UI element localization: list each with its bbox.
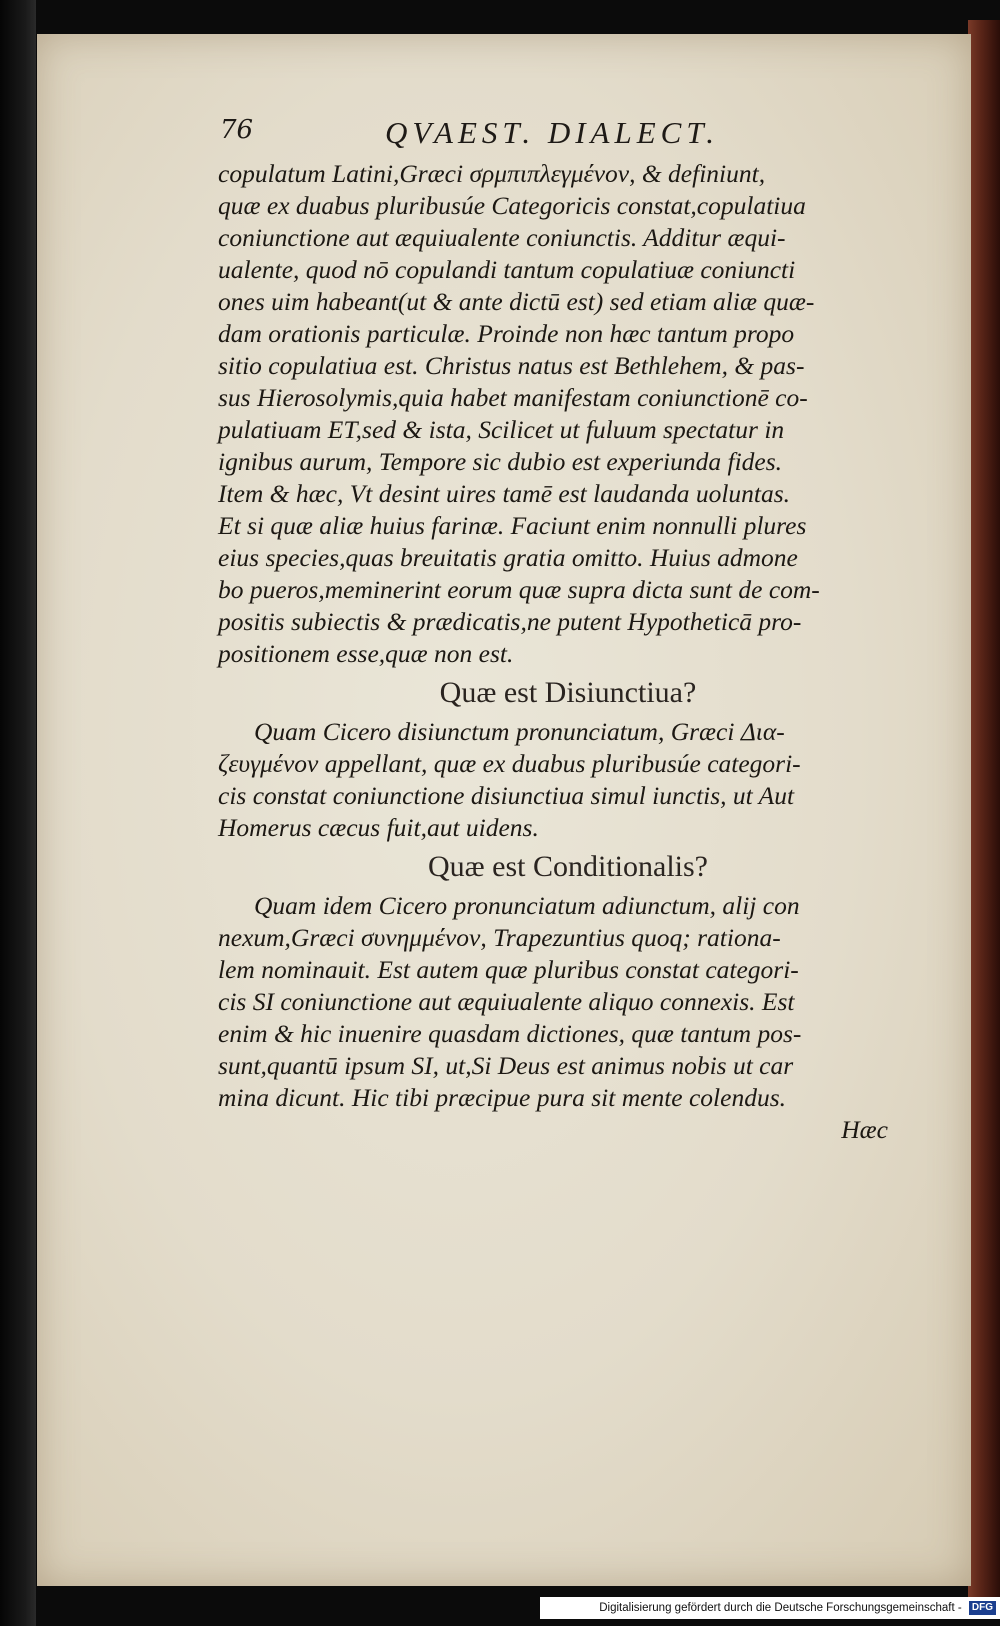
dfg-logo: DFG xyxy=(969,1601,996,1615)
text-line: sus Hierosolymis,quia habet manifestam coniunctionē co- xyxy=(218,383,808,412)
text-line: enim & hic inuenire quasdam dictiones, quæ tantum pos- xyxy=(218,1019,802,1048)
text-line: mina dicunt. Hic tibi præcipue pura sit mente colendus. xyxy=(218,1083,787,1112)
text-line: ualente, quod nō copulandi tantum copulatiuæ coniuncti xyxy=(218,255,796,284)
text-line: Et si quæ aliæ huius farinæ. Faciunt enim nonnulli plures xyxy=(218,511,807,540)
text-line: Homerus cæcus fuit,aut uidens. xyxy=(218,813,539,842)
text-line: positis subiectis & prædicatis,ne putent Hypotheticā pro- xyxy=(218,607,802,636)
text-line: bo pueros,meminerint eorum quæ supra dicta sunt de com- xyxy=(218,575,820,604)
text-line: Quam Cicero disiunctum pronunciatum, Græci Δια- xyxy=(254,717,785,746)
credit-text: Digitalisierung gefördert durch die Deutsche Forschungsgemeinschaft - xyxy=(599,1602,962,1614)
text-line: sitio copulatiua est. Christus natus est Bethlehem, & pas- xyxy=(218,351,805,380)
text-line: ζευγμένον appellant, quæ ex duabus pluribusúe categori- xyxy=(218,749,801,778)
catchword: Hæc xyxy=(841,1115,888,1144)
text-line: ones uim habeant(ut & ante dictū est) sed etiam aliæ quæ- xyxy=(218,287,815,316)
text-line: sunt,quantū ipsum SI, ut,Si Deus est animus nobis ut car xyxy=(218,1051,794,1080)
text-line: cis constat coniunctione disiunctiua simul iunctis, ut Aut xyxy=(218,781,795,810)
text-line: copulatum Latini,Græci σρμπιπλεγμένον, & definiunt, xyxy=(218,159,766,188)
section-heading-conditionalis: Quæ est Conditionalis? xyxy=(428,850,708,883)
page-header xyxy=(220,115,820,155)
text-line: positionem esse,quæ non est. xyxy=(218,639,514,668)
text-line: ignibus aurum, Tempore sic dubio est experiunda fides. xyxy=(218,447,783,476)
text-line: lem nominauit. Est autem quæ pluribus constat categori- xyxy=(218,955,799,984)
text-line: cis SI coniunctione aut æquiualente aliquo connexis. Est xyxy=(218,987,795,1016)
text-line: Item & hæc, Vt desint uires tamē est laudanda uoluntas. xyxy=(218,479,791,508)
text-line: coniunctione aut æquiualente coniunctis. Additur æqui- xyxy=(218,223,786,252)
text-line: eius species,quas breuitatis gratia omitto. Huius admone xyxy=(218,543,798,572)
digitization-credit xyxy=(540,1597,1000,1619)
text-line: nexum,Græci συνημμένον, Trapezuntius quoq; rationa- xyxy=(218,923,781,952)
binding-edge xyxy=(0,0,36,1626)
section-heading-disiunctiua: Quæ est Disiunctiua? xyxy=(439,676,697,709)
running-head: QVAEST. DIALECT. xyxy=(385,115,720,150)
text-line: dam orationis particulæ. Proinde non hæc tantum propo xyxy=(218,319,795,348)
book-fore-edge xyxy=(968,20,1000,1600)
text-line: quæ ex duabus pluribusúe Categoricis constat,copulatiua xyxy=(218,191,806,220)
text-line: pulatiuam ET,sed & ista, Scilicet ut fuluum spectatur in xyxy=(218,415,785,444)
page-number: 76 xyxy=(220,115,254,145)
text-line: Quam idem Cicero pronunciatum adiunctum, alij con xyxy=(254,891,800,920)
body-text xyxy=(218,158,888,1146)
